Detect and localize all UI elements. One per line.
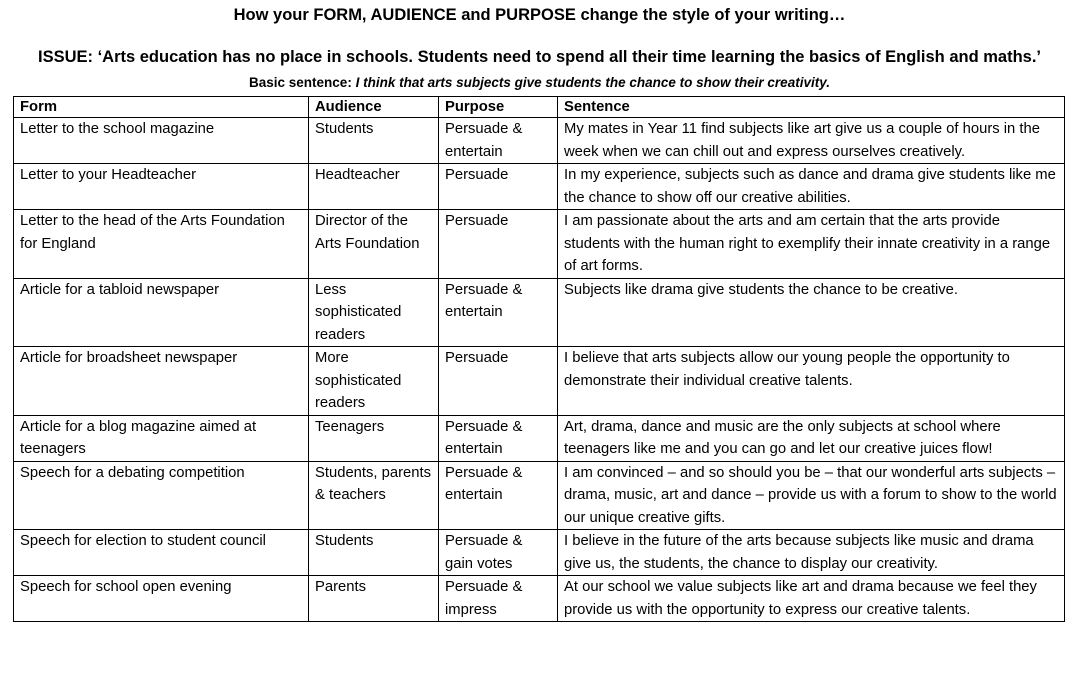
cell-purpose: Persuade & entertain	[439, 118, 558, 164]
table-row	[14, 347, 1065, 416]
cell-purpose: Persuade & impress	[439, 576, 558, 622]
cell-form: Article for broadsheet newspaper	[14, 347, 309, 416]
cell-audience: Less sophisticated readers	[309, 278, 439, 347]
table-header-row	[14, 97, 1065, 118]
basic-sentence-label: Basic sentence:	[249, 75, 352, 90]
cell-form: Speech for election to student council	[14, 530, 309, 576]
cell-sentence: I believe that arts subjects allow our young people the opportunity to demonstrate their individual creative talents.	[558, 347, 1065, 416]
cell-purpose: Persuade & entertain	[439, 461, 558, 530]
cell-purpose: Persuade	[439, 164, 558, 210]
cell-form: Article for a tabloid newspaper	[14, 278, 309, 347]
header-form: Form	[14, 97, 309, 118]
table-row	[14, 415, 1065, 461]
cell-audience: Headteacher	[309, 164, 439, 210]
cell-form: Letter to the school magazine	[14, 118, 309, 164]
cell-sentence: Subjects like drama give students the chance to be creative.	[558, 278, 1065, 347]
table-row	[14, 118, 1065, 164]
cell-form: Speech for school open evening	[14, 576, 309, 622]
cell-form: Letter to your Headteacher	[14, 164, 309, 210]
cell-audience: Students	[309, 118, 439, 164]
cell-sentence: In my experience, subjects such as dance and drama give students like me the chance to show off our creative abilities.	[558, 164, 1065, 210]
header-audience: Audience	[309, 97, 439, 118]
cell-audience: Director of the Arts Foundation	[309, 210, 439, 279]
cell-purpose: Persuade & entertain	[439, 278, 558, 347]
header-purpose: Purpose	[439, 97, 558, 118]
cell-audience: Students	[309, 530, 439, 576]
writing-style-table	[13, 96, 1065, 622]
issue-statement: ISSUE: ‘Arts education has no place in schools. Students need to spend all their time learning the basics of English and maths.’	[37, 48, 1042, 66]
cell-form: Article for a blog magazine aimed at teenagers	[14, 415, 309, 461]
cell-purpose: Persuade & gain votes	[439, 530, 558, 576]
cell-audience: Students, parents & teachers	[309, 461, 439, 530]
table-row	[14, 530, 1065, 576]
cell-audience: Parents	[309, 576, 439, 622]
cell-sentence: Art, drama, dance and music are the only subjects at school where teenagers like me and you can go and let our creative juices flow!	[558, 415, 1065, 461]
cell-form: Speech for a debating competition	[14, 461, 309, 530]
cell-audience: Teenagers	[309, 415, 439, 461]
table-row	[14, 164, 1065, 210]
cell-sentence: My mates in Year 11 find subjects like art give us a couple of hours in the week when we can chill out and express ourselves creatively.	[558, 118, 1065, 164]
table-row	[14, 278, 1065, 347]
cell-sentence: I am convinced – and so should you be – that our wonderful arts subjects – drama, music, art and dance – provide us with a forum to show to the world our unique creative gifts.	[558, 461, 1065, 530]
header-sentence: Sentence	[558, 97, 1065, 118]
table-row	[14, 576, 1065, 622]
cell-sentence: I am passionate about the arts and am certain that the arts provide students with the human right to exemplify their innate creativity in a range of art forms.	[558, 210, 1065, 279]
cell-sentence: At our school we value subjects like art and drama because we feel they provide us with the opportunity to express our creative talents.	[558, 576, 1065, 622]
table-row	[14, 210, 1065, 279]
cell-audience: More sophisticated readers	[309, 347, 439, 416]
table-row	[14, 461, 1065, 530]
page-title: How your FORM, AUDIENCE and PURPOSE change the style of your writing…	[233, 6, 846, 24]
cell-form: Letter to the head of the Arts Foundation for England	[14, 210, 309, 279]
cell-sentence: I believe in the future of the arts because subjects like music and drama give us, the students, the chance to display our creativity.	[558, 530, 1065, 576]
cell-purpose: Persuade & entertain	[439, 415, 558, 461]
cell-purpose: Persuade	[439, 210, 558, 279]
basic-sentence-text: I think that arts subjects give students the chance to show their creativity.	[355, 75, 830, 90]
basic-sentence	[0, 73, 1079, 93]
cell-purpose: Persuade	[439, 347, 558, 416]
